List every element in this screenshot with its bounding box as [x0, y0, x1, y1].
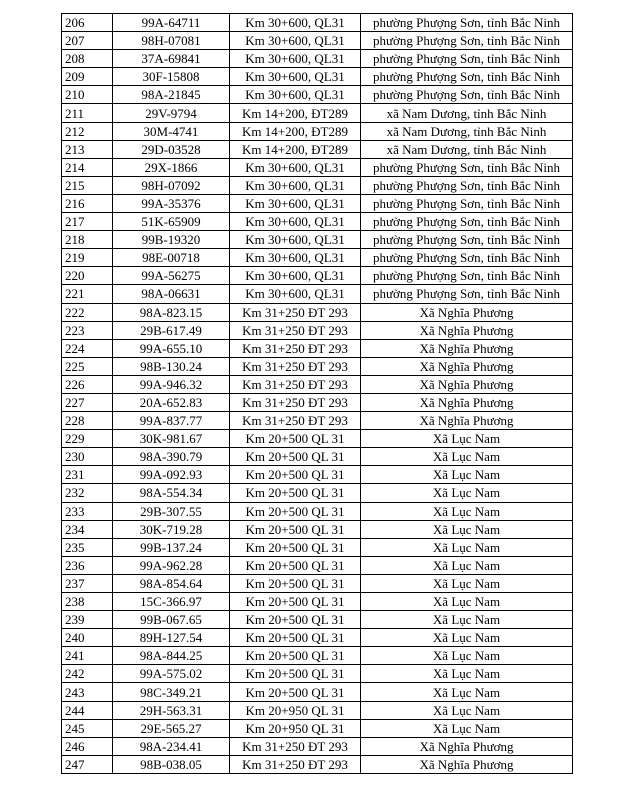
address-cell: Xã Lục Nam: [361, 629, 573, 647]
location-cell: Km 20+500 QL 31: [230, 574, 361, 592]
location-cell: Km 31+250 ĐT 293: [230, 357, 361, 375]
location-cell: Km 30+600, QL31: [230, 267, 361, 285]
table-row: [62, 665, 573, 683]
address-cell: xã Nam Dương, tỉnh Bắc Ninh: [361, 122, 573, 140]
address-cell: phường Phượng Sơn, tỉnh Bắc Ninh: [361, 249, 573, 267]
license-plate-cell: 20A-652.83: [113, 393, 230, 411]
location-cell: Km 30+600, QL31: [230, 14, 361, 32]
address-cell: Xã Lục Nam: [361, 520, 573, 538]
address-cell: Xã Lục Nam: [361, 466, 573, 484]
table-row: [62, 701, 573, 719]
location-cell: Km 20+500 QL 31: [230, 556, 361, 574]
address-cell: phường Phượng Sơn, tỉnh Bắc Ninh: [361, 68, 573, 86]
row-number-cell: 239: [62, 611, 113, 629]
license-plate-cell: 98A-06631: [113, 285, 230, 303]
address-cell: phường Phượng Sơn, tỉnh Bắc Ninh: [361, 213, 573, 231]
location-cell: Km 30+600, QL31: [230, 194, 361, 212]
table-row: [62, 737, 573, 755]
location-cell: Km 20+500 QL 31: [230, 538, 361, 556]
address-cell: Xã Nghĩa Phương: [361, 321, 573, 339]
address-cell: Xã Nghĩa Phương: [361, 737, 573, 755]
license-plate-cell: 15C-366.97: [113, 593, 230, 611]
row-number-cell: 243: [62, 683, 113, 701]
table-row: [62, 412, 573, 430]
address-cell: phường Phượng Sơn, tỉnh Bắc Ninh: [361, 176, 573, 194]
location-cell: Km 30+600, QL31: [230, 213, 361, 231]
table-row: [62, 502, 573, 520]
license-plate-cell: 99A-655.10: [113, 339, 230, 357]
location-cell: Km 20+500 QL 31: [230, 430, 361, 448]
table-row: [62, 194, 573, 212]
location-cell: Km 31+250 ĐT 293: [230, 755, 361, 773]
row-number-cell: 209: [62, 68, 113, 86]
row-number-cell: 235: [62, 538, 113, 556]
license-plate-cell: 99A-946.32: [113, 375, 230, 393]
row-number-cell: 229: [62, 430, 113, 448]
location-cell: Km 14+200, ĐT289: [230, 122, 361, 140]
table-row: [62, 538, 573, 556]
address-cell: phường Phượng Sơn, tỉnh Bắc Ninh: [361, 86, 573, 104]
table-row: [62, 448, 573, 466]
table-row: [62, 339, 573, 357]
address-cell: phường Phượng Sơn, tỉnh Bắc Ninh: [361, 267, 573, 285]
license-plate-cell: 30K-981.67: [113, 430, 230, 448]
license-plate-cell: 99B-067.65: [113, 611, 230, 629]
row-number-cell: 220: [62, 267, 113, 285]
address-cell: phường Phượng Sơn, tỉnh Bắc Ninh: [361, 32, 573, 50]
license-plate-cell: 29B-617.49: [113, 321, 230, 339]
row-number-cell: 226: [62, 375, 113, 393]
license-plate-cell: 30F-15808: [113, 68, 230, 86]
license-plate-cell: 99A-092.93: [113, 466, 230, 484]
location-cell: Km 30+600, QL31: [230, 86, 361, 104]
address-cell: phường Phượng Sơn, tỉnh Bắc Ninh: [361, 50, 573, 68]
location-cell: Km 20+500 QL 31: [230, 629, 361, 647]
license-plate-cell: 99A-575.02: [113, 665, 230, 683]
row-number-cell: 232: [62, 484, 113, 502]
license-plate-cell: 98E-00718: [113, 249, 230, 267]
table-row: [62, 231, 573, 249]
row-number-cell: 213: [62, 140, 113, 158]
address-cell: phường Phượng Sơn, tỉnh Bắc Ninh: [361, 14, 573, 32]
address-cell: Xã Lục Nam: [361, 611, 573, 629]
table-row: [62, 611, 573, 629]
location-cell: Km 14+200, ĐT289: [230, 104, 361, 122]
row-number-cell: 207: [62, 32, 113, 50]
license-plate-cell: 99A-837.77: [113, 412, 230, 430]
table-row: [62, 430, 573, 448]
row-number-cell: 231: [62, 466, 113, 484]
location-cell: Km 20+500 QL 31: [230, 520, 361, 538]
location-cell: Km 30+600, QL31: [230, 158, 361, 176]
row-number-cell: 212: [62, 122, 113, 140]
row-number-cell: 216: [62, 194, 113, 212]
license-plate-cell: 29D-03528: [113, 140, 230, 158]
location-cell: Km 30+600, QL31: [230, 50, 361, 68]
table-row: [62, 719, 573, 737]
address-cell: Xã Lục Nam: [361, 484, 573, 502]
license-plate-cell: 98B-130.24: [113, 357, 230, 375]
table-row: [62, 68, 573, 86]
license-plate-cell: 29E-565.27: [113, 719, 230, 737]
table-row: [62, 375, 573, 393]
row-number-cell: 228: [62, 412, 113, 430]
address-cell: Xã Nghĩa Phương: [361, 412, 573, 430]
license-plate-cell: 98A-390.79: [113, 448, 230, 466]
table-row: [62, 357, 573, 375]
row-number-cell: 225: [62, 357, 113, 375]
license-plate-cell: 99A-56275: [113, 267, 230, 285]
address-cell: Xã Lục Nam: [361, 538, 573, 556]
table-row: [62, 213, 573, 231]
address-cell: Xã Lục Nam: [361, 683, 573, 701]
license-plate-cell: 99B-137.24: [113, 538, 230, 556]
license-plate-cell: 98A-234.41: [113, 737, 230, 755]
row-number-cell: 247: [62, 755, 113, 773]
location-cell: Km 31+250 ĐT 293: [230, 303, 361, 321]
table-row: [62, 484, 573, 502]
table-row: [62, 140, 573, 158]
table-row: [62, 755, 573, 773]
address-cell: Xã Lục Nam: [361, 719, 573, 737]
row-number-cell: 244: [62, 701, 113, 719]
address-cell: xã Nam Dương, tỉnh Bắc Ninh: [361, 104, 573, 122]
table-row: [62, 683, 573, 701]
address-cell: Xã Nghĩa Phương: [361, 755, 573, 773]
row-number-cell: 218: [62, 231, 113, 249]
license-plate-cell: 98A-554.34: [113, 484, 230, 502]
address-cell: Xã Nghĩa Phương: [361, 339, 573, 357]
location-cell: Km 30+600, QL31: [230, 249, 361, 267]
license-plate-cell: 98H-07092: [113, 176, 230, 194]
table-row: [62, 556, 573, 574]
address-cell: phường Phượng Sơn, tỉnh Bắc Ninh: [361, 158, 573, 176]
location-cell: Km 20+500 QL 31: [230, 502, 361, 520]
row-number-cell: 246: [62, 737, 113, 755]
row-number-cell: 217: [62, 213, 113, 231]
row-number-cell: 240: [62, 629, 113, 647]
row-number-cell: 233: [62, 502, 113, 520]
license-plate-cell: 29H-563.31: [113, 701, 230, 719]
license-plate-cell: 98A-844.25: [113, 647, 230, 665]
row-number-cell: 215: [62, 176, 113, 194]
address-cell: phường Phượng Sơn, tỉnh Bắc Ninh: [361, 194, 573, 212]
row-number-cell: 241: [62, 647, 113, 665]
address-cell: Xã Lục Nam: [361, 574, 573, 592]
table-row: [62, 593, 573, 611]
address-cell: Xã Lục Nam: [361, 593, 573, 611]
address-cell: xã Nam Dương, tỉnh Bắc Ninh: [361, 140, 573, 158]
location-cell: Km 31+250 ĐT 293: [230, 412, 361, 430]
location-cell: Km 31+250 ĐT 293: [230, 321, 361, 339]
address-cell: phường Phượng Sơn, tỉnh Bắc Ninh: [361, 285, 573, 303]
license-plate-cell: 99A-64711: [113, 14, 230, 32]
table-row: [62, 321, 573, 339]
table-body: [62, 14, 573, 774]
address-cell: Xã Lục Nam: [361, 556, 573, 574]
table-row: [62, 303, 573, 321]
table-row: [62, 574, 573, 592]
license-plate-cell: 98B-038.05: [113, 755, 230, 773]
address-cell: Xã Lục Nam: [361, 647, 573, 665]
row-number-cell: 211: [62, 104, 113, 122]
location-cell: Km 31+250 ĐT 293: [230, 375, 361, 393]
location-cell: Km 20+500 QL 31: [230, 647, 361, 665]
location-cell: Km 30+600, QL31: [230, 231, 361, 249]
address-cell: Xã Nghĩa Phương: [361, 357, 573, 375]
address-cell: Xã Nghĩa Phương: [361, 303, 573, 321]
license-plate-cell: 98A-854.64: [113, 574, 230, 592]
license-plate-cell: 29X-1866: [113, 158, 230, 176]
table-row: [62, 176, 573, 194]
row-number-cell: 210: [62, 86, 113, 104]
row-number-cell: 208: [62, 50, 113, 68]
license-plate-cell: 99A-35376: [113, 194, 230, 212]
row-number-cell: 237: [62, 574, 113, 592]
row-number-cell: 236: [62, 556, 113, 574]
table-row: [62, 466, 573, 484]
location-cell: Km 30+600, QL31: [230, 32, 361, 50]
address-cell: phường Phượng Sơn, tỉnh Bắc Ninh: [361, 231, 573, 249]
table-row: [62, 520, 573, 538]
table-row: [62, 393, 573, 411]
license-plate-cell: 29V-9794: [113, 104, 230, 122]
license-plate-cell: 99B-19320: [113, 231, 230, 249]
table-row: [62, 249, 573, 267]
location-cell: Km 30+600, QL31: [230, 176, 361, 194]
address-cell: Xã Nghĩa Phương: [361, 375, 573, 393]
license-plate-cell: 89H-127.54: [113, 629, 230, 647]
license-plate-cell: 98C-349.21: [113, 683, 230, 701]
table-row: [62, 14, 573, 32]
license-plate-cell: 99A-962.28: [113, 556, 230, 574]
location-cell: Km 20+500 QL 31: [230, 448, 361, 466]
location-cell: Km 31+250 ĐT 293: [230, 393, 361, 411]
location-cell: Km 20+950 QL 31: [230, 701, 361, 719]
license-plate-cell: 98A-823.15: [113, 303, 230, 321]
location-cell: Km 20+500 QL 31: [230, 611, 361, 629]
address-cell: Xã Nghĩa Phương: [361, 393, 573, 411]
row-number-cell: 224: [62, 339, 113, 357]
table-row: [62, 629, 573, 647]
location-cell: Km 20+500 QL 31: [230, 683, 361, 701]
row-number-cell: 234: [62, 520, 113, 538]
location-cell: Km 20+500 QL 31: [230, 665, 361, 683]
table-row: [62, 122, 573, 140]
location-cell: Km 31+250 ĐT 293: [230, 339, 361, 357]
location-cell: Km 30+600, QL31: [230, 68, 361, 86]
address-cell: Xã Lục Nam: [361, 502, 573, 520]
address-cell: Xã Lục Nam: [361, 448, 573, 466]
address-cell: Xã Lục Nam: [361, 665, 573, 683]
license-plate-cell: 29B-307.55: [113, 502, 230, 520]
row-number-cell: 214: [62, 158, 113, 176]
table-row: [62, 32, 573, 50]
table-row: [62, 104, 573, 122]
table-row: [62, 158, 573, 176]
address-cell: Xã Lục Nam: [361, 430, 573, 448]
location-cell: Km 30+600, QL31: [230, 285, 361, 303]
license-plate-cell: 30K-719.28: [113, 520, 230, 538]
table-row: [62, 285, 573, 303]
violation-table: [61, 13, 573, 774]
license-plate-cell: 37A-69841: [113, 50, 230, 68]
location-cell: Km 20+500 QL 31: [230, 484, 361, 502]
location-cell: Km 20+950 QL 31: [230, 719, 361, 737]
location-cell: Km 31+250 ĐT 293: [230, 737, 361, 755]
row-number-cell: 242: [62, 665, 113, 683]
row-number-cell: 221: [62, 285, 113, 303]
row-number-cell: 238: [62, 593, 113, 611]
row-number-cell: 230: [62, 448, 113, 466]
row-number-cell: 227: [62, 393, 113, 411]
license-plate-cell: 98H-07081: [113, 32, 230, 50]
table-row: [62, 50, 573, 68]
row-number-cell: 223: [62, 321, 113, 339]
row-number-cell: 222: [62, 303, 113, 321]
license-plate-cell: 51K-65909: [113, 213, 230, 231]
location-cell: Km 20+500 QL 31: [230, 593, 361, 611]
address-cell: Xã Lục Nam: [361, 701, 573, 719]
table-row: [62, 267, 573, 285]
license-plate-cell: 30M-4741: [113, 122, 230, 140]
location-cell: Km 14+200, ĐT289: [230, 140, 361, 158]
table-row: [62, 647, 573, 665]
row-number-cell: 206: [62, 14, 113, 32]
location-cell: Km 20+500 QL 31: [230, 466, 361, 484]
row-number-cell: 245: [62, 719, 113, 737]
license-plate-cell: 98A-21845: [113, 86, 230, 104]
row-number-cell: 219: [62, 249, 113, 267]
table-row: [62, 86, 573, 104]
